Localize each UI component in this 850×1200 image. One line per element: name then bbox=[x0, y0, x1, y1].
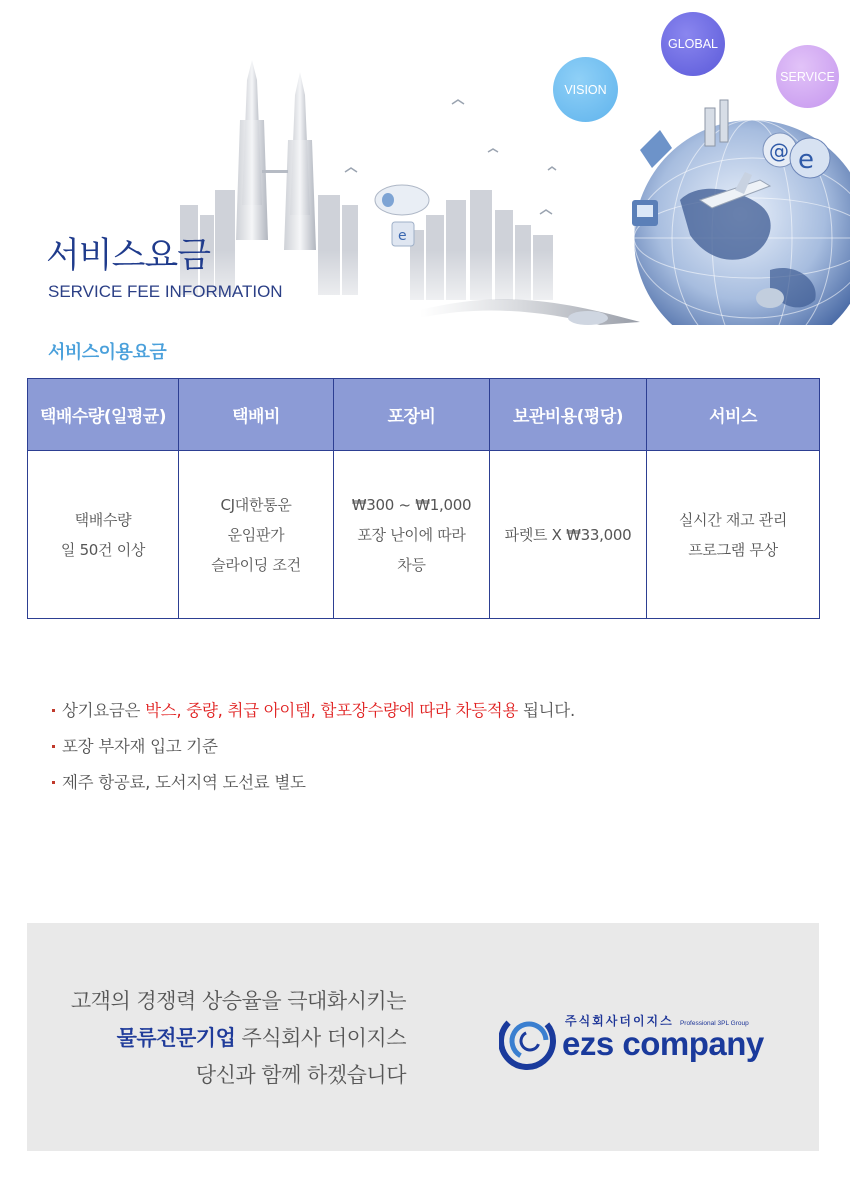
cell-text: 일 50건 이상 bbox=[60, 540, 146, 559]
svg-text:@: @ bbox=[769, 139, 789, 163]
header-packing-fee: 포장비 bbox=[334, 379, 490, 451]
cell-text: 파렛트 X ₩33,000 bbox=[504, 525, 632, 544]
cell-service bbox=[647, 451, 820, 619]
company-slogan bbox=[71, 983, 406, 1094]
cell-packing-fee bbox=[334, 451, 490, 619]
company-logo bbox=[499, 1011, 779, 1075]
cell-text: 차등 bbox=[397, 555, 426, 574]
note-suffix: 됩니다. bbox=[518, 701, 575, 720]
global-bubble-label: GLOBAL bbox=[667, 37, 719, 51]
cell-text: 포장 난이에 따라 bbox=[357, 525, 466, 544]
page-title: 서비스요금 bbox=[46, 236, 211, 276]
svg-text:e: e bbox=[798, 145, 814, 175]
slogan-rest: 주식회사 더이지스 bbox=[235, 1026, 406, 1050]
list-item: 포장 부자재 입고 기준 bbox=[52, 734, 575, 770]
cell-delivery-fee bbox=[179, 451, 334, 619]
slogan-line-2 bbox=[71, 1020, 406, 1057]
note-prefix: 상기요금은 bbox=[62, 701, 146, 720]
vision-bubble-label: VISION bbox=[564, 82, 607, 97]
logo-korean-text: 주식회사더이지스 bbox=[565, 1014, 674, 1028]
ezs-swirl-icon bbox=[499, 1011, 559, 1071]
cell-text: 택배수량 bbox=[74, 510, 132, 529]
service-bubble-label: SERVICE bbox=[780, 69, 835, 84]
cell-text: 실시간 재고 관리 bbox=[678, 510, 788, 529]
logo-english-name: ezs company bbox=[562, 1025, 764, 1062]
header-delivery-volume: 택배수량(일평균) bbox=[28, 379, 179, 451]
header-delivery-fee: 택배비 bbox=[179, 379, 334, 451]
cell-text: 슬라이딩 조건 bbox=[211, 555, 301, 574]
cell-text: ₩300 ~ ₩1,000 bbox=[351, 495, 472, 514]
company-banner bbox=[27, 923, 819, 1151]
cell-storage-fee bbox=[490, 451, 647, 619]
section-heading: 서비스이용요금 bbox=[48, 342, 167, 363]
cell-delivery-volume bbox=[28, 451, 179, 619]
list-item: 제주 항공료, 도서지역 도선료 별도 bbox=[52, 770, 575, 806]
cell-text: CJ대한통운 bbox=[220, 495, 292, 514]
cell-text: 운임판가 bbox=[227, 525, 285, 544]
slogan-line-1: 고객의 경쟁력 상승율을 극대화시키는 bbox=[70, 989, 406, 1013]
cell-text: 프로그램 무상 bbox=[688, 540, 778, 559]
slogan-accent: 물류전문기업 bbox=[116, 1026, 236, 1050]
service-fee-table bbox=[27, 378, 820, 619]
header-storage-fee: 보관비용(평당) bbox=[490, 379, 647, 451]
note-highlight: 박스, 중량, 취급 아이템, 합포장수량에 따라 차등적용 bbox=[145, 701, 519, 720]
list-item bbox=[52, 698, 575, 734]
vision-bubble bbox=[553, 57, 618, 122]
logo-tagline: Professional 3PL Group bbox=[679, 1020, 749, 1027]
hero-banner bbox=[0, 0, 850, 325]
slogan-line-3: 당신과 함께 하겠습니다 bbox=[195, 1063, 406, 1087]
table-row bbox=[28, 451, 820, 619]
svg-text:e: e bbox=[398, 228, 407, 244]
notes-list bbox=[52, 698, 575, 806]
page-subtitle: SERVICE FEE INFORMATION bbox=[48, 282, 283, 301]
header-service: 서비스 bbox=[647, 379, 820, 451]
service-bubble bbox=[776, 45, 839, 108]
table-header-row bbox=[28, 379, 820, 451]
global-bubble bbox=[661, 12, 725, 76]
twin-towers bbox=[236, 60, 316, 250]
